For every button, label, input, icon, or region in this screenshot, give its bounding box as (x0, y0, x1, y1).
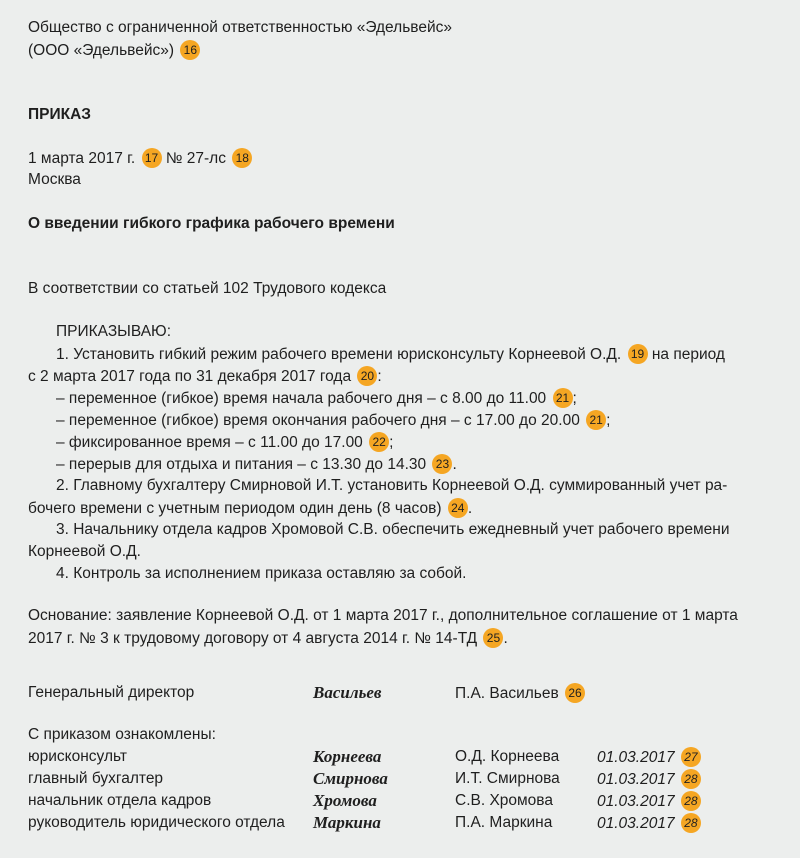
doc-title: ПРИКАЗ (28, 106, 91, 123)
note-badge: 21 (586, 410, 606, 430)
note-badge: 28 (681, 769, 701, 789)
note-badge: 19 (628, 344, 648, 364)
legal-basis: В соответствии со статьей 102 Трудового кодекса (28, 280, 387, 297)
note-badge: 20 (357, 366, 377, 386)
ack-role: главный бухгалтер (28, 770, 164, 787)
org-full-name: Общество с ограниченной ответственностью «Эдельвейс» (28, 19, 452, 36)
order-item-2-cont: бочего времени с учетным периодом один день (8 часов) 24 . (28, 500, 473, 517)
schedule-line: – перерыв для отдыха и питания – с 13.30 до 14.30 23 . (56, 456, 457, 473)
note-badge: 21 (553, 388, 573, 408)
schedule-line: – фиксированное время – с 11.00 до 17.00 22 ; (56, 434, 394, 451)
order-item-4: 4. Контроль за исполнением приказа оставляю за собой. (56, 565, 467, 582)
order-heading: ПРИКАЗЫВАЮ: (56, 323, 172, 340)
note-badge: 28 (681, 791, 701, 811)
ack-role: начальник отдела кадров (28, 792, 212, 809)
note-badge: 28 (681, 813, 701, 833)
schedule-line: – переменное (гибкое) время окончания рабочего дня – с 17.00 до 20.00 21 ; (56, 412, 611, 429)
note-badge: 24 (448, 498, 468, 518)
note-badge: 22 (369, 432, 389, 452)
doc-date-number: 1 марта 2017 г. 17 № 27-лс 18 (28, 148, 252, 169)
ack-role: руководитель юридического отдела (28, 814, 285, 831)
director-role: Генеральный директор (28, 684, 195, 701)
ack-date: 01.03.2017 28 (597, 813, 701, 834)
note-badge: 23 (432, 454, 452, 474)
order-item-1: 1. Установить гибкий режим рабочего времени юрисконсульту Корнеевой О.Д. 19 на период (56, 346, 725, 363)
ack-date: 01.03.2017 28 (597, 791, 701, 812)
note-badge: 17 (142, 148, 162, 168)
ack-signature: Корнеева (313, 747, 382, 766)
basis-line: 2017 г. № 3 к трудовому договору от 4 августа 2014 г. № 14-ТД 25 . (28, 630, 508, 647)
ack-name: П.А. Маркина (455, 814, 553, 831)
ack-signature: Маркина (313, 813, 381, 832)
order-item-1-cont: с 2 марта 2017 года по 31 декабря 2017 года 20 : (28, 368, 382, 385)
ack-role: юрисконсульт (28, 748, 127, 765)
director-signature: Васильев (313, 683, 382, 702)
order-item-2: 2. Главному бухгалтеру Смирновой И.Т. установить Корнеевой О.Д. суммированный учет ра- (56, 477, 728, 494)
note-badge: 26 (565, 683, 585, 703)
note-badge: 27 (681, 747, 701, 767)
order-item-3-cont: Корнеевой О.Д. (28, 543, 141, 560)
ack-name: И.Т. Смирнова (455, 770, 560, 787)
ack-date: 01.03.2017 27 (597, 747, 701, 768)
note-badge: 25 (483, 628, 503, 648)
doc-city: Москва (28, 171, 81, 188)
basis-line: Основание: заявление Корнеевой О.Д. от 1 марта 2017 г., дополнительное соглашение от 1 марта (28, 607, 738, 624)
ack-signature: Смирнова (313, 769, 388, 788)
ack-name: С.В. Хромова (455, 792, 553, 809)
note-badge: 18 (232, 148, 252, 168)
director-name: П.А. Васильев 26 (455, 683, 585, 704)
schedule-line: – переменное (гибкое) время начала рабочего дня – с 8.00 до 11.00 21 ; (56, 390, 577, 407)
doc-subject: О введении гибкого графика рабочего времени (28, 215, 395, 232)
ack-signature: Хромова (313, 791, 377, 810)
org-short-name: (ООО «Эдельвейс») 16 (28, 40, 200, 61)
ack-name: О.Д. Корнеева (455, 748, 560, 765)
ack-heading: С приказом ознакомлены: (28, 726, 216, 743)
order-item-3: 3. Начальнику отдела кадров Хромовой С.В. обеспечить ежедневный учет рабочего времени (56, 521, 730, 538)
note-badge: 16 (180, 40, 200, 60)
ack-date: 01.03.2017 28 (597, 769, 701, 790)
